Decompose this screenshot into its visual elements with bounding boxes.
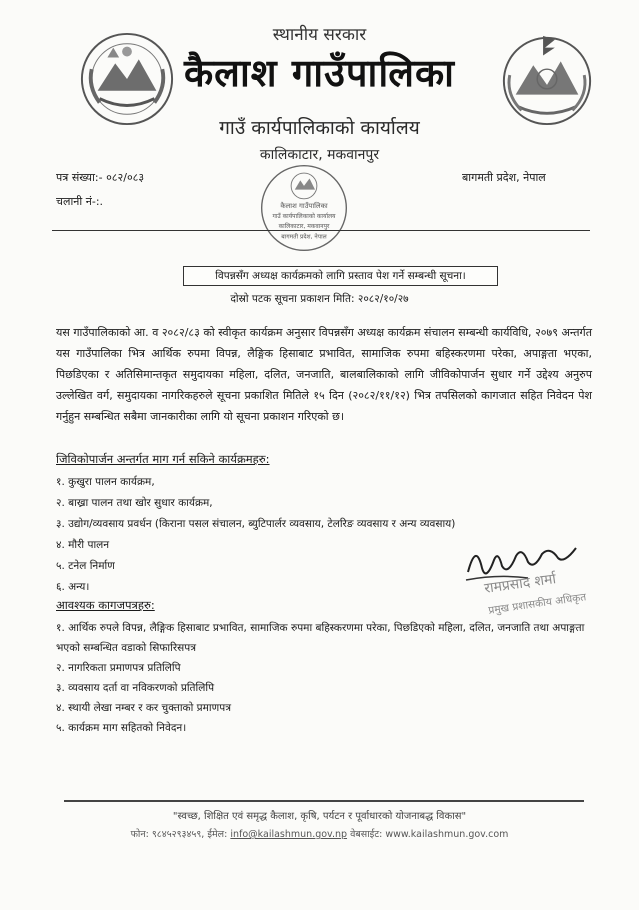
office-name: गाउँ कार्यपालिकाको कार्यालय (219, 117, 420, 139)
documents-list (56, 618, 596, 738)
list-item: २. बाख्रा पालन तथा खोर सुधार कार्यक्रम, (56, 497, 213, 509)
list-item: १. कुखुरा पालन कार्यक्रम, (56, 476, 155, 488)
list-item: ६. अन्य। (56, 581, 90, 593)
footer-website-link[interactable]: www.kailashmun.gov.com (385, 829, 509, 840)
list-item: ५. टनेल निर्माण (56, 560, 115, 572)
programs-heading: जिविकोपार्जन अन्तर्गत माग गर्न सकिने कार्यक्रमहरु: (56, 452, 270, 466)
stamp-line-1: कैलाश गाउँपालिका (280, 202, 328, 210)
list-item: ३. उद्योग/व्यवसाय प्रवर्धन (किराना पसल संचालन, ब्युटिपार्लर व्यवसाय, टेलरिङ व्यवसाय र अन्य व्यवसाय) (56, 518, 456, 530)
list-item: १. आर्थिक रुपले विपन्न, लैङ्गिक हिसाबाट प्रभावित, सामाजिक रुपमा बहिस्करणमा परेका, पिछडिएको महिला, दलित, जनजाति तथा अपाङ्गता भएको सम्बन्धित वडाको सिफारिसपत्र (56, 622, 585, 654)
stamp-line-3: कालिकाटार, मकवानपुर (278, 223, 330, 231)
documents-heading: आवश्यक कागजपत्रहरु: (56, 598, 155, 612)
office-stamp (258, 162, 350, 254)
publication-date: दोस्रो पटक सूचना प्रकाशन मिति: २०८२/१०/२७ (230, 293, 409, 305)
header-top-line: स्थानीय सरकार (272, 25, 367, 45)
list-item: ५. कार्यक्रम माग सहितको निवेदन। (56, 722, 187, 734)
list-item: २. नागरिकता प्रमाणपत्र प्रतिलिपि (56, 662, 181, 674)
notice-body: यस गाउँपालिकाको आ. व २०८२/८३ को स्वीकृत कार्यक्रम अनुसार विपन्नसँग अध्यक्ष कार्यक्रम संचालन सम्बन्धी कार्यविधि, २०७९ अन्तर्गत यस गाउँपालिका भित्र आर्थिक रुपमा विपन्न, लैङ्गिक हिसाबाट प्रभावित, सामाजिक रुपमा बहिस्करणमा परेका, अपाङ्गता भएका, पिछडिएका र अतिसिमान्तकृत समुदायका महिला, दलित, जनजाति, बालबालिकाको लागि जीविकोपार्जन सुधार गर्ने उद्देश्य अनुरुप उल्लेखित वर्ग, समुदायका नागरिकहरुले सूचना प्रकाशित मितिले १५ दिन (२०८२/११/१२) भित्र तपसिलको कागजात सहित निवेदन पेश गर्नुहुन सम्बन्धित सबैमा जानकारीका लागि यो सूचना प्रकाशन गरिएको छ। (56, 326, 592, 423)
header-divider (52, 230, 590, 231)
footer-website-label: वेबसाईट: (350, 829, 383, 840)
office-address: कालिकाटार, मकवानपुर (259, 147, 380, 163)
stamp-line-2: गाउँ कार्यपालिकाको कार्यालय (272, 213, 336, 221)
footer-email-link[interactable]: info@kailashmun.gov.np (230, 829, 348, 840)
footer-email-label: ईमेल: (207, 829, 228, 840)
list-item: ३. व्यवसाय दर्ता वा नविकरणको प्रतिलिपि (56, 682, 215, 694)
signatory-title: प्रमुख प्रशासकीय अधिकृत (487, 591, 587, 617)
reference-number: पत्र संख्या:- ०८२/०८३ (56, 171, 145, 184)
list-item: ४. स्थायी लेखा नम्बर र कर चुक्ताको प्रमाणपत्र (56, 702, 231, 714)
municipality-name: कैलाश गाउँपालिका (184, 51, 455, 95)
footer-phone: फोन: ९८४५२९३४५९, (130, 829, 205, 840)
province-name: बागमती प्रदेश, नेपाल (462, 171, 546, 184)
stamp-line-4: बागमती प्रदेश, नेपाल (281, 233, 327, 241)
signatory-name: रामप्रसाद शर्मा (483, 571, 558, 597)
footer-divider (64, 800, 584, 802)
footer-contact (0, 827, 639, 840)
dispatch-number: चलानी नं-:. (56, 195, 104, 208)
notice-title: विपन्नसँग अध्यक्ष कार्यक्रमको लागि प्रस्ताव पेश गर्ने सम्बन्धी सूचना। (183, 266, 498, 286)
footer-tagline: "स्वच्छ, शिक्षित एवं समृद्ध कैलाश, कृषि, पर्यटन र पूर्वाधारको योजनाबद्ध विकास" (172, 811, 467, 822)
list-item: ४. मौरी पालन (56, 539, 110, 551)
